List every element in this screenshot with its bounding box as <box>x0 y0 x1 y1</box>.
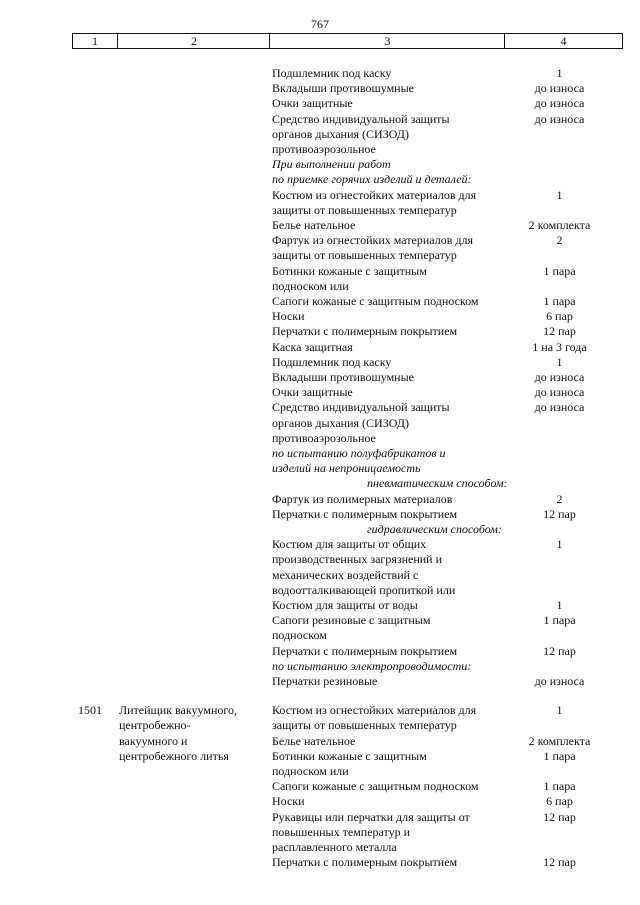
row-work-section-heading: пневматическим способом: <box>367 476 508 490</box>
row-issue-norm: 1 на 3 года <box>532 340 587 354</box>
row-issue-norm: 1 <box>556 703 563 717</box>
row-protective-item: подноском <box>272 628 327 642</box>
row-protective-item: Фартук из огнестойких материалов для <box>272 233 473 247</box>
row-protective-item: водоотталкивающей пропиткой или <box>272 583 456 597</box>
row-issue-norm: до износа <box>534 370 585 384</box>
row-protective-item: Носки <box>272 309 305 323</box>
row-protective-item: Костюм для защиты от воды <box>272 598 418 612</box>
row-protective-item: Фартук из полимерных материалов <box>272 492 453 506</box>
row-protective-item: Сапоги кожаные с защитным подноском <box>272 294 479 308</box>
header-col-4: 4 <box>504 34 622 48</box>
row-issue-norm: 6 пар <box>546 794 573 808</box>
page-number: 767 <box>311 17 329 31</box>
row-protective-item: Сапоги резиновые с защитным <box>272 613 431 627</box>
row-protective-item: Перчатки с полимерным покрытием <box>272 507 458 521</box>
row-issue-norm: 1 пара <box>543 749 576 763</box>
row-protective-item: Подшлемник под каску <box>272 355 392 369</box>
row-protective-item: Перчатки с полимерным покрытием <box>272 644 458 658</box>
row-protective-item: Подшлемник под каску <box>272 66 392 80</box>
row-protective-item: Перчатки с полимерным покрытием <box>272 855 458 869</box>
row-issue-norm: до износа <box>534 400 585 414</box>
row-protective-item: Рукавицы или перчатки для защиты от <box>272 810 470 824</box>
row-protective-item: Средство индивидуальной защиты <box>272 400 450 414</box>
row-issue-norm: 1 пара <box>543 264 576 278</box>
row-work-section-heading: по испытанию полуфабрикатов и <box>272 446 446 460</box>
row-protective-item: Перчатки резиновые <box>272 674 378 688</box>
row-profession: Литейщик вакуумного, <box>119 703 238 717</box>
row-profession: вакуумного и <box>119 734 188 748</box>
row-protective-item: механических воздействий с <box>272 568 419 582</box>
row-protective-item: Очки защитные <box>272 385 353 399</box>
row-issue-norm: 12 пар <box>543 810 576 824</box>
row-protective-item: Носки <box>272 794 305 808</box>
row-protective-item: Ботинки кожаные с защитным <box>272 749 427 763</box>
row-protective-item: защиты от повышенных температур <box>272 203 457 217</box>
row-issue-norm: 1 пара <box>543 779 576 793</box>
row-issue-norm: 1 пара <box>543 613 576 627</box>
row-work-section-heading: по испытанию электропроводимости: <box>272 659 472 673</box>
row-protective-item: Сапоги кожаные с защитным подноском <box>272 779 479 793</box>
row-issue-norm: 1 <box>556 66 563 80</box>
row-protective-item: Ботинки кожаные с защитным <box>272 264 427 278</box>
row-protective-item: подноском или <box>272 279 349 293</box>
row-issue-norm: до износа <box>534 81 585 95</box>
row-protective-item: Костюм из огнестойких материалов для <box>272 188 477 202</box>
row-protective-item: противоаэрозольное <box>272 431 376 445</box>
row-issue-norm: 12 пар <box>543 644 576 658</box>
row-issue-norm: 2 <box>556 492 563 506</box>
row-issue-norm: 1 <box>556 355 563 369</box>
header-col-3: 3 <box>269 34 505 48</box>
row-protective-item: Костюм из огнестойких материалов для <box>272 703 477 717</box>
row-issue-norm: 2 <box>556 233 563 247</box>
row-protective-item: противоаэрозольное <box>272 142 376 156</box>
header-col-2: 2 <box>117 34 270 48</box>
row-issue-norm: 12 пар <box>543 507 576 521</box>
row-protective-item: Белье нательное <box>272 734 356 748</box>
row-protective-item: защиты от повышенных температур <box>272 248 457 262</box>
row-protective-item: Вкладыши противошумные <box>272 370 414 384</box>
row-issue-norm: 2 комплекта <box>528 734 591 748</box>
row-issue-norm: 1 <box>556 598 563 612</box>
row-protective-item: органов дыхания (СИЗОД) <box>272 416 409 430</box>
row-protective-item: Очки защитные <box>272 96 353 110</box>
row-work-section-heading: изделий на непроницаемость <box>272 461 421 475</box>
row-code: 1501 <box>78 703 102 717</box>
row-issue-norm: 1 пара <box>543 294 576 308</box>
row-issue-norm: 12 пар <box>543 324 576 338</box>
row-work-section-heading: гидравлическим способом: <box>367 522 502 536</box>
row-work-section-heading: по приемке горячих изделий и деталей: <box>272 172 472 186</box>
row-profession: центробежного литья <box>119 749 229 763</box>
row-protective-item: Средство индивидуальной защиты <box>272 112 450 126</box>
row-protective-item: Каска защитная <box>272 340 353 354</box>
row-protective-item: Перчатки с полимерным покрытием <box>272 324 458 338</box>
row-protective-item: производственных загрязнений и <box>272 552 443 566</box>
row-protective-item: органов дыхания (СИЗОД) <box>272 127 409 141</box>
row-protective-item: Белье нательное <box>272 218 356 232</box>
row-protective-item: повышенных температур и <box>272 825 411 839</box>
row-issue-norm: 1 <box>556 537 563 551</box>
row-issue-norm: 6 пар <box>546 309 573 323</box>
row-issue-norm: до износа <box>534 96 585 110</box>
row-profession: центробежно- <box>119 718 191 732</box>
row-issue-norm: до износа <box>534 674 585 688</box>
row-protective-item: защиты от повышенных температур <box>272 718 457 732</box>
row-work-section-heading: При выполнении работ <box>272 157 391 171</box>
row-issue-norm: до износа <box>534 112 585 126</box>
header-col-1: 1 <box>92 34 98 48</box>
row-protective-item: Костюм для защиты от общих <box>272 537 427 551</box>
row-issue-norm: до износа <box>534 385 585 399</box>
row-issue-norm: 12 пар <box>543 855 576 869</box>
row-protective-item: расплавленного металла <box>272 840 397 854</box>
row-protective-item: Вкладыши противошумные <box>272 81 414 95</box>
row-protective-item: подноском или <box>272 764 349 778</box>
table-header-row <box>72 33 623 49</box>
row-issue-norm: 2 комплекта <box>528 218 591 232</box>
row-issue-norm: 1 <box>556 188 563 202</box>
